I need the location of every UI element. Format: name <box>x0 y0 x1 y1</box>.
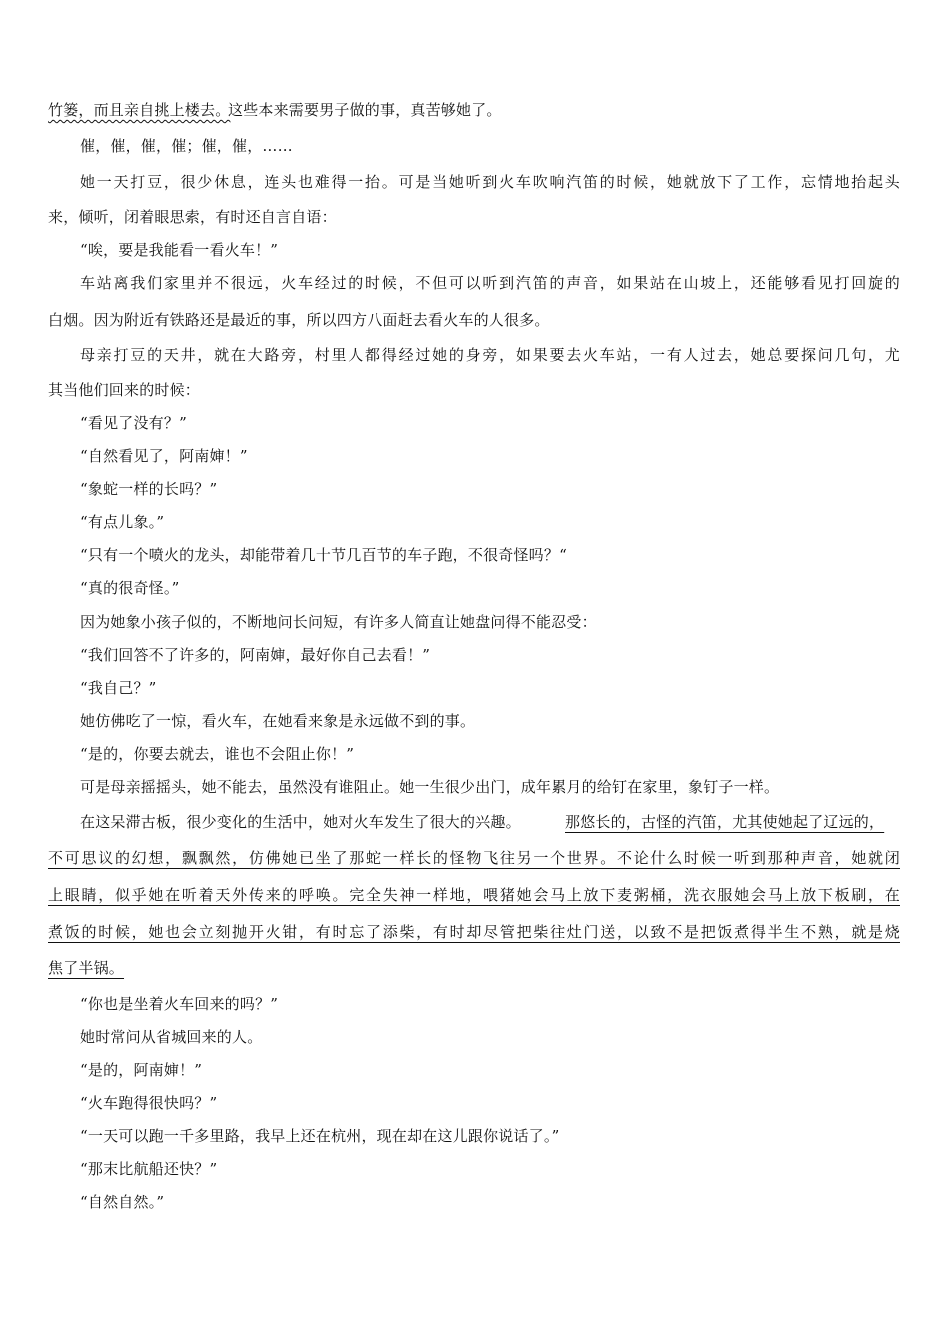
text-content: “看见了没有？” <box>80 414 187 432</box>
text-line-rest: 这些本来需要男子做的事，真苦够她了。 <box>228 101 502 119</box>
text-content: 她时常问从省城回来的人。 <box>80 1028 263 1046</box>
text-line-plain: 在这呆滞古板，很少变化的生活中，她对火车发生了很大的兴趣。 <box>80 813 521 831</box>
text-content: 车站离我们家里并不很远，火车经过的时候，不但可以听到汽笛的声音，如果站在山坡上，还能够看见打回旋的 <box>80 274 900 292</box>
text-content: 可是母亲摇摇头，她不能去，虽然没有谁阻止。她一生很少出门，成年累月的给钉在家里，象钉子一样。 <box>80 778 780 796</box>
underlined-text: 煮饭的时候，她也会立刻抛开火钳，有时忘了添柴，有时却尽管把柴往灶门送，以致不是把饭煮得半生不熟，就是烧 <box>48 923 900 941</box>
text-content: “那末比航船还快？” <box>80 1160 218 1178</box>
text-content: “象蛇一样的长吗？” <box>80 480 218 498</box>
text-content: “自然看见了，阿南婶！” <box>80 447 248 465</box>
text-content: “是的，阿南婶！” <box>80 1061 203 1079</box>
underlined-text: 不可思议的幻想，飘飘然，仿佛她已坐了那蛇一样长的怪物飞往另一个世界。不论什么时候一听到那种声音，她就闭 <box>48 849 900 867</box>
underlined-text: 上眼睛，似乎她在听着天外传来的呼唤。完全失神一样地，喂猪她会马上放下麦粥桶，洗衣服她会马上放下板刷，在 <box>48 886 900 904</box>
text-content: 来，倾听，闭着眼思索，有时还自言自语： <box>48 208 337 226</box>
underlined-text: 那悠长的，古怪的汽笛，尤其使她起了辽远的， <box>565 813 885 831</box>
text-content: “我们回答不了许多的，阿南婶，最好你自己去看！” <box>80 646 431 664</box>
text-content: 因为她象小孩子似的，不断地问长问短，有许多人简直让她盘问得不能忍受： <box>80 613 597 631</box>
text-content: “只有一个喷火的龙头，却能带着几十节几百节的车子跑，不很奇怪吗？“ <box>80 546 567 564</box>
text-content: “真的很奇怪。” <box>80 579 180 597</box>
text-content: “我自己？” <box>80 679 157 697</box>
text-content: “是的，你要去就去，谁也不会阻止你！” <box>80 745 355 763</box>
text-content: 其当他们回来的时候： <box>48 381 201 399</box>
text-content: 催，催，催，催；催，催，…… <box>80 137 293 155</box>
text-content: “唉，要是我能看一看火车！” <box>80 241 279 259</box>
text-content: 她一天打豆，很少休息，连头也难得一抬。可是当她听到火车吹响汽笛的时候，她就放下了工作，忘情地抬起头 <box>80 173 900 191</box>
text-content: 她仿佛吃了一惊，看火车，在她看来象是永远做不到的事。 <box>80 712 476 730</box>
text-content: “火车跑得很快吗？” <box>80 1094 218 1112</box>
text-content: “你也是坐着火车回来的吗？” <box>80 995 279 1013</box>
text-content: “一天可以跑一千多里路，我早上还在杭州，现在却在这儿跟你说话了。” <box>80 1127 560 1145</box>
text-content: “自然自然。” <box>80 1193 165 1211</box>
text-content: 母亲打豆的天井，就在大路旁，村里人都得经过她的身旁，如果要去火车站，一有人过去，她总要探问几句，尤 <box>80 346 900 364</box>
text-content: “有点儿象。” <box>80 513 165 531</box>
wavy-underlined-text: 竹篓，而且亲自挑上楼去。 <box>48 101 231 119</box>
underlined-text: 焦了半锅。 <box>48 959 125 977</box>
text-content: 白烟。因为附近有铁路还是最近的事，所以四方八面赶去看火车的人很多。 <box>48 311 550 329</box>
